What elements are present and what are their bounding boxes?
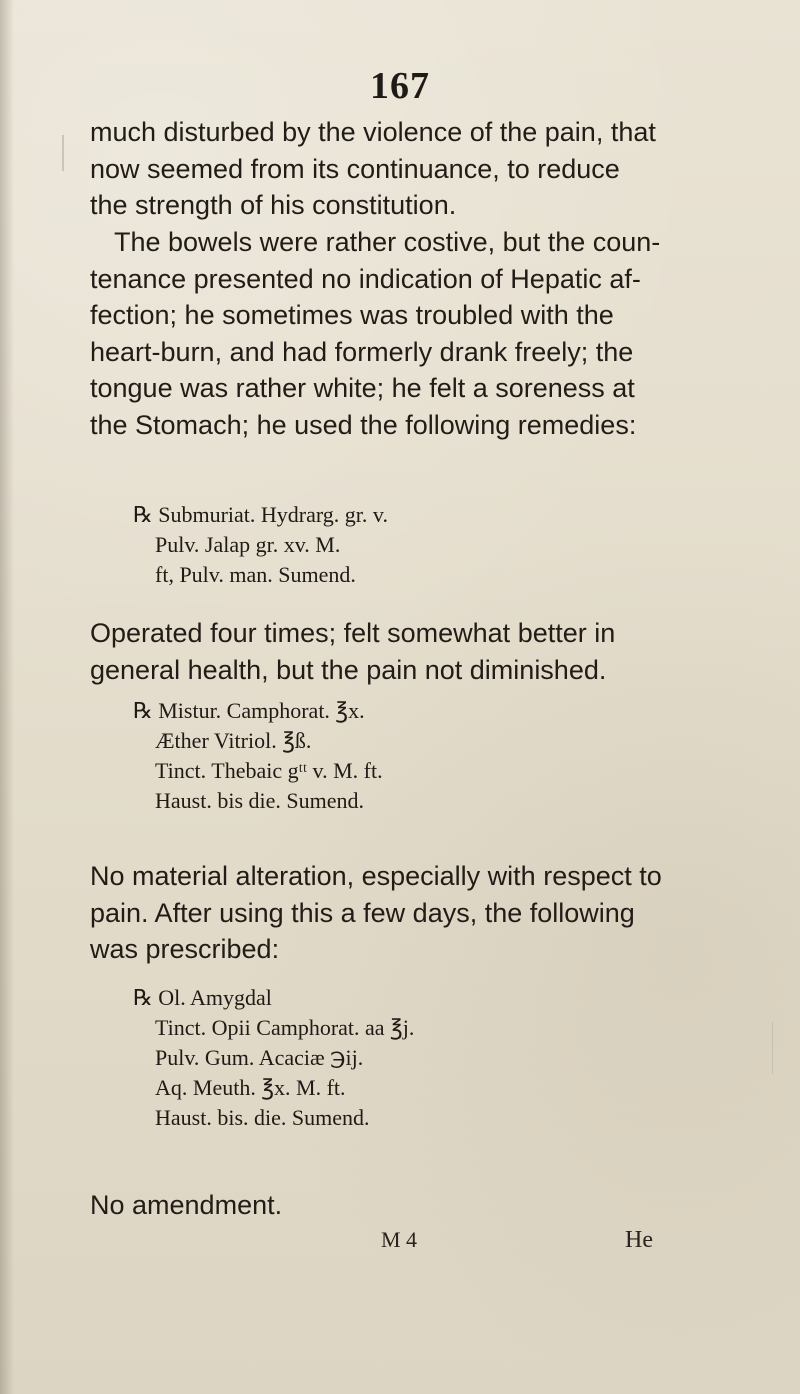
prescription-1-line-2: Pulv. Jalap gr. xv. M. [155,532,341,557]
prescription-1-line-1: ℞ Submuriat. Hydrarg. gr. v. [133,502,388,527]
paragraph-3 [90,615,730,688]
prescription-3-line-3: Pulv. Gum. Acaciæ ℈ij. [155,1045,364,1070]
prescription-2-line-2: Æther Vitriol. ℥ß. [155,728,312,753]
page-binding-shadow [0,0,14,1394]
prescription-3-line-5: Haust. bis. die. Sumend. [155,1105,370,1130]
paragraph-5 [90,1187,730,1224]
paragraph-4-line-3: was prescribed: [90,934,280,964]
paragraph-1-line-2: now seemed from its continuance, to reduce [90,153,620,184]
paragraph-1-line-3: the strength of his constitution. [90,190,457,220]
paragraph-2-line-1: The bowels were rather costive, but the coun- [114,227,661,257]
margin-mark [62,135,64,171]
page-footer [0,1225,800,1265]
prescription-1 [133,500,388,590]
margin-mark [772,1022,773,1074]
paragraph-2-line-4: heart-burn, and had formerly drank freely; the [90,336,634,367]
prescription-3-line-4: Aq. Meuth. ℥x. M. ft. [155,1075,346,1100]
prescription-3-line-1: ℞ Ol. Amygdal [133,985,272,1010]
prescription-2-line-1: ℞ Mistur. Camphorat. ℥x. [133,698,365,723]
prescription-2-line-4: Haust. bis die. Sumend. [155,788,364,813]
catchword: He [625,1227,653,1253]
paragraph-4 [90,858,730,968]
paragraph-3-line-2: general health, but the pain not diminished. [90,654,607,685]
paragraph-2-line-6: the Stomach; he used the following remedies: [90,409,637,440]
paragraph-3-line-1: Operated four times; felt somewhat better in [90,618,616,648]
paragraph-5-line-1: No amendment. [90,1190,283,1220]
paragraph-1 [90,114,730,224]
paragraph-2-line-3: fection; he sometimes was troubled with the [90,300,614,330]
paragraph-4-line-2: pain. After using this a few days, the following [90,897,635,928]
paragraph-1-line-1: much disturbed by the violence of the pain, that [90,117,656,147]
signature-mark: M 4 [381,1227,418,1252]
page-number: 167 [370,65,430,107]
prescription-1-line-3: ft, Pulv. man. Sumend. [155,562,356,587]
paragraph-2-line-5: tongue was rather white; he felt a soreness at [90,373,635,403]
prescription-2 [133,696,383,816]
paragraph-2-line-2: tenance presented no indication of Hepatic af- [90,263,641,294]
prescription-2-line-3: Tinct. Thebaic gᵗᵗ v. M. ft. [155,758,383,783]
prescription-3-line-2: Tinct. Opii Camphorat. aa ℥j. [155,1015,415,1040]
paragraph-2 [90,224,730,443]
prescription-3 [133,983,414,1133]
paragraph-4-line-1: No material alteration, especially with respect to [90,861,662,891]
